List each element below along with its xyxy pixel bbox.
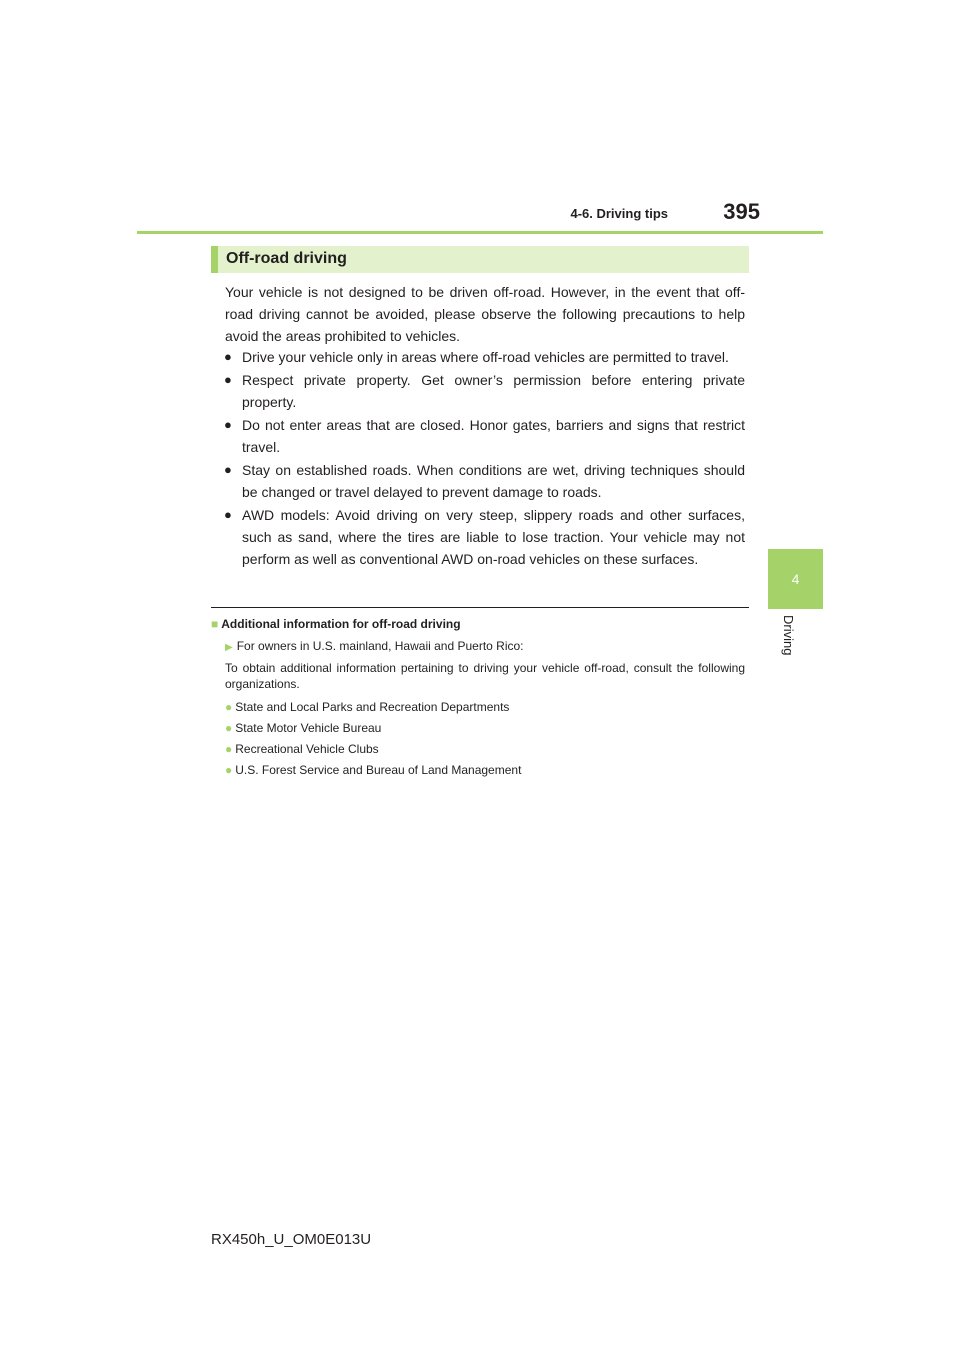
list-item [225,697,521,718]
page-number: 395 [723,199,760,224]
list-item-text: AWD models: Avoid driving on very steep, slippery roads and other surfaces, such as sand, where the tires are liable to lose traction. Your vehicle may not perform as well as conventional AWD on-road vehicles on these surfaces. [242,507,745,567]
sub-bullet-text: For owners in U.S. mainland, Hawaii and Puerto Rico: [236,639,524,653]
list-item [222,459,745,503]
chapter-number: 4 [791,571,800,587]
sub-bullet [225,639,524,653]
triangle-marker-icon: ▶ [225,642,233,653]
bullet-icon: ● [224,462,232,477]
list-item [222,504,745,570]
list-item [222,369,745,413]
info-title [211,617,461,631]
list-item-text: Stay on established roads. When conditions are wet, driving techniques should be changed or travel delayed to prevent damage to roads. [242,462,745,500]
header-rule [137,231,823,234]
precaution-list [222,346,745,571]
info-title-text: Additional information for off-road driving [221,617,461,631]
chapter-label: Driving [781,615,796,656]
square-marker-icon: ■ [211,617,219,631]
organization-text: Recreational Vehicle Clubs [235,742,379,756]
intro-paragraph: Your vehicle is not designed to be driven off-road. However, in the event that off-road driving cannot be avoided, please observe the following precautions to help avoid the areas prohibited to vehicles. [225,284,745,344]
organization-list [225,697,521,781]
list-item [225,718,521,739]
bullet-icon: ● [224,417,232,432]
bullet-icon: ● [225,763,233,777]
organization-text: State Motor Vehicle Bureau [235,721,382,735]
bullet-icon: ● [225,742,233,756]
list-item [222,414,745,458]
bullet-icon: ● [224,372,232,387]
bullet-icon: ● [224,349,232,364]
list-item [225,760,521,781]
list-item-text: Drive your vehicle only in areas where off-road vehicles are permitted to travel. [242,349,729,365]
running-header-section: 4-6. Driving tips [570,206,668,221]
list-item-text: Respect private property. Get owner’s permission before entering private property. [242,372,745,410]
section-heading-text: Off-road driving [226,250,347,267]
list-item [222,346,745,368]
section-divider [211,607,749,608]
section-heading [211,246,749,273]
bullet-icon: ● [225,721,233,735]
bullet-icon: ● [224,507,232,522]
list-item [225,739,521,760]
list-item-text: Do not enter areas that are closed. Honor gates, barriers and signs that restrict travel. [242,417,745,455]
bullet-icon: ● [225,700,233,714]
organization-text: State and Local Parks and Recreation Departments [235,700,510,714]
organization-text: U.S. Forest Service and Bureau of Land Management [235,763,522,777]
info-paragraph: To obtain additional information pertaining to driving your vehicle off-road, consult the following organizations. [225,661,745,691]
manual-code: RX450h_U_OM0E013U [211,1231,372,1248]
chapter-tab [768,549,823,609]
